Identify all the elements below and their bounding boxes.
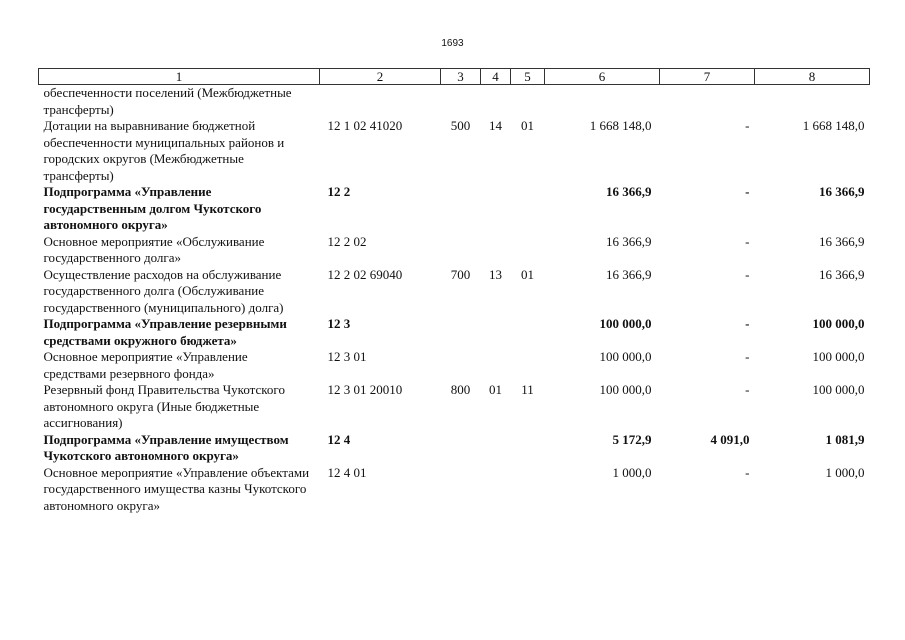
row-expense-type bbox=[441, 184, 481, 234]
table-row bbox=[39, 349, 870, 382]
row-total: 1 668 148,0 bbox=[589, 118, 652, 133]
row-name: Осуществление расходов на обслуживание государственного долга (Обслуживание государственного (муниципального) долга) bbox=[43, 266, 284, 315]
row-code: 12 4 bbox=[327, 431, 351, 447]
row-expense-type bbox=[441, 316, 481, 349]
row-section bbox=[481, 234, 511, 267]
row-code: 12 2 02 bbox=[327, 233, 367, 249]
row-col8: 1 668 148,0 bbox=[802, 118, 865, 133]
row-code: 12 3 bbox=[327, 316, 351, 331]
row-col7: - bbox=[745, 266, 750, 282]
row-name: Основное мероприятие «Управление средствами резервного фонда» bbox=[43, 349, 248, 381]
table-row bbox=[39, 465, 870, 515]
row-subsection bbox=[511, 184, 545, 234]
row-subsection bbox=[511, 316, 545, 349]
row-col8: 100 000,0 bbox=[812, 349, 865, 364]
header-col-2: 2 bbox=[320, 69, 441, 85]
header-row bbox=[39, 69, 870, 85]
row-section: 13 bbox=[489, 266, 502, 282]
row-total bbox=[545, 85, 660, 119]
header-col-7: 7 bbox=[660, 69, 755, 85]
row-section bbox=[481, 349, 511, 382]
row-col7: - bbox=[745, 233, 750, 249]
row-name: Подпрограмма «Управление имуществом Чукотского автономного округа» bbox=[43, 431, 289, 463]
row-total: 5 172,9 bbox=[612, 431, 652, 447]
row-code: 12 4 01 bbox=[327, 464, 367, 480]
row-total: 100 000,0 bbox=[599, 382, 652, 397]
row-expense-type bbox=[441, 465, 481, 515]
row-col8: 16 366,9 bbox=[819, 184, 865, 199]
row-col8 bbox=[755, 85, 870, 119]
row-subsection bbox=[511, 234, 545, 267]
row-total: 16 366,9 bbox=[606, 266, 652, 282]
row-col7: - bbox=[745, 184, 750, 199]
row-col8: 16 366,9 bbox=[819, 233, 865, 249]
row-code: 12 1 02 41020 bbox=[327, 118, 403, 133]
header-col-5: 5 bbox=[511, 69, 545, 85]
table-row bbox=[39, 267, 870, 317]
row-name: Резервный фонд Правительства Чукотского автономного округа (Иные бюджетные ассигнования) bbox=[43, 382, 285, 430]
row-col8: 100 000,0 bbox=[812, 382, 865, 397]
row-col7: - bbox=[745, 316, 750, 331]
table-header bbox=[39, 69, 870, 85]
row-expense-type: 700 bbox=[450, 266, 471, 282]
row-col7: 4 091,0 bbox=[710, 431, 750, 447]
row-total: 16 366,9 bbox=[606, 233, 652, 249]
row-expense-type bbox=[441, 85, 481, 119]
row-expense-type: 500 bbox=[450, 118, 471, 133]
row-col7: - bbox=[745, 118, 750, 133]
table-row bbox=[39, 316, 870, 349]
row-section: 14 bbox=[489, 118, 502, 133]
row-expense-type bbox=[441, 234, 481, 267]
row-subsection bbox=[511, 432, 545, 465]
row-total: 16 366,9 bbox=[606, 184, 652, 199]
row-subsection: 01 bbox=[521, 266, 534, 282]
row-subsection: 01 bbox=[521, 118, 534, 133]
row-code: 12 3 01 20010 bbox=[327, 382, 403, 397]
row-col8: 16 366,9 bbox=[819, 266, 865, 282]
row-total: 100 000,0 bbox=[599, 316, 652, 331]
row-code: 12 2 bbox=[327, 184, 351, 199]
row-name: Подпрограмма «Управление резервными средствами окружного бюджета» bbox=[43, 316, 287, 348]
table-body bbox=[39, 85, 870, 515]
row-expense-type bbox=[441, 432, 481, 465]
row-subsection bbox=[511, 85, 545, 119]
row-total: 1 000,0 bbox=[612, 464, 652, 480]
table-row bbox=[39, 118, 870, 184]
row-name: Основное мероприятие «Управление объектами государственного имущества казны Чукотского автономного округа» bbox=[43, 464, 310, 513]
table-row bbox=[39, 184, 870, 234]
row-section bbox=[481, 465, 511, 515]
row-code bbox=[320, 85, 441, 119]
row-code: 12 3 01 bbox=[327, 349, 367, 364]
row-section bbox=[481, 184, 511, 234]
row-col7 bbox=[660, 85, 755, 119]
row-col8: 100 000,0 bbox=[812, 316, 865, 331]
row-total: 100 000,0 bbox=[599, 349, 652, 364]
table-row bbox=[39, 432, 870, 465]
header-col-6: 6 bbox=[545, 69, 660, 85]
budget-table bbox=[38, 68, 870, 514]
row-section bbox=[481, 316, 511, 349]
row-subsection: 11 bbox=[521, 382, 534, 397]
page-number: 1693 bbox=[441, 38, 464, 49]
row-name: обеспеченности поселений (Межбюджетные трансферты) bbox=[43, 85, 292, 117]
row-name: Подпрограмма «Управление государственным долгом Чукотского автономного округа» bbox=[43, 184, 262, 232]
row-subsection bbox=[511, 465, 545, 515]
row-name: Основное мероприятие «Обслуживание государственного долга» bbox=[43, 233, 265, 265]
row-expense-type bbox=[441, 349, 481, 382]
table-row bbox=[39, 85, 870, 119]
header-col-8: 8 bbox=[755, 69, 870, 85]
row-col8: 1 081,9 bbox=[825, 431, 865, 447]
row-col7: - bbox=[745, 464, 750, 480]
header-col-1: 1 bbox=[39, 69, 320, 85]
row-col7: - bbox=[745, 382, 750, 397]
row-section bbox=[481, 432, 511, 465]
row-name: Дотации на выравнивание бюджетной обеспеченности муниципальных районов и городских округов (Межбюджетные трансферты) bbox=[43, 118, 285, 183]
row-code: 12 2 02 69040 bbox=[327, 266, 403, 282]
row-col8: 1 000,0 bbox=[825, 464, 865, 480]
row-expense-type: 800 bbox=[450, 382, 471, 397]
row-section: 01 bbox=[489, 382, 502, 397]
table-row bbox=[39, 234, 870, 267]
header-col-4: 4 bbox=[481, 69, 511, 85]
row-col7: - bbox=[745, 349, 750, 364]
row-section bbox=[481, 85, 511, 119]
header-col-3: 3 bbox=[441, 69, 481, 85]
row-subsection bbox=[511, 349, 545, 382]
table-row bbox=[39, 382, 870, 432]
